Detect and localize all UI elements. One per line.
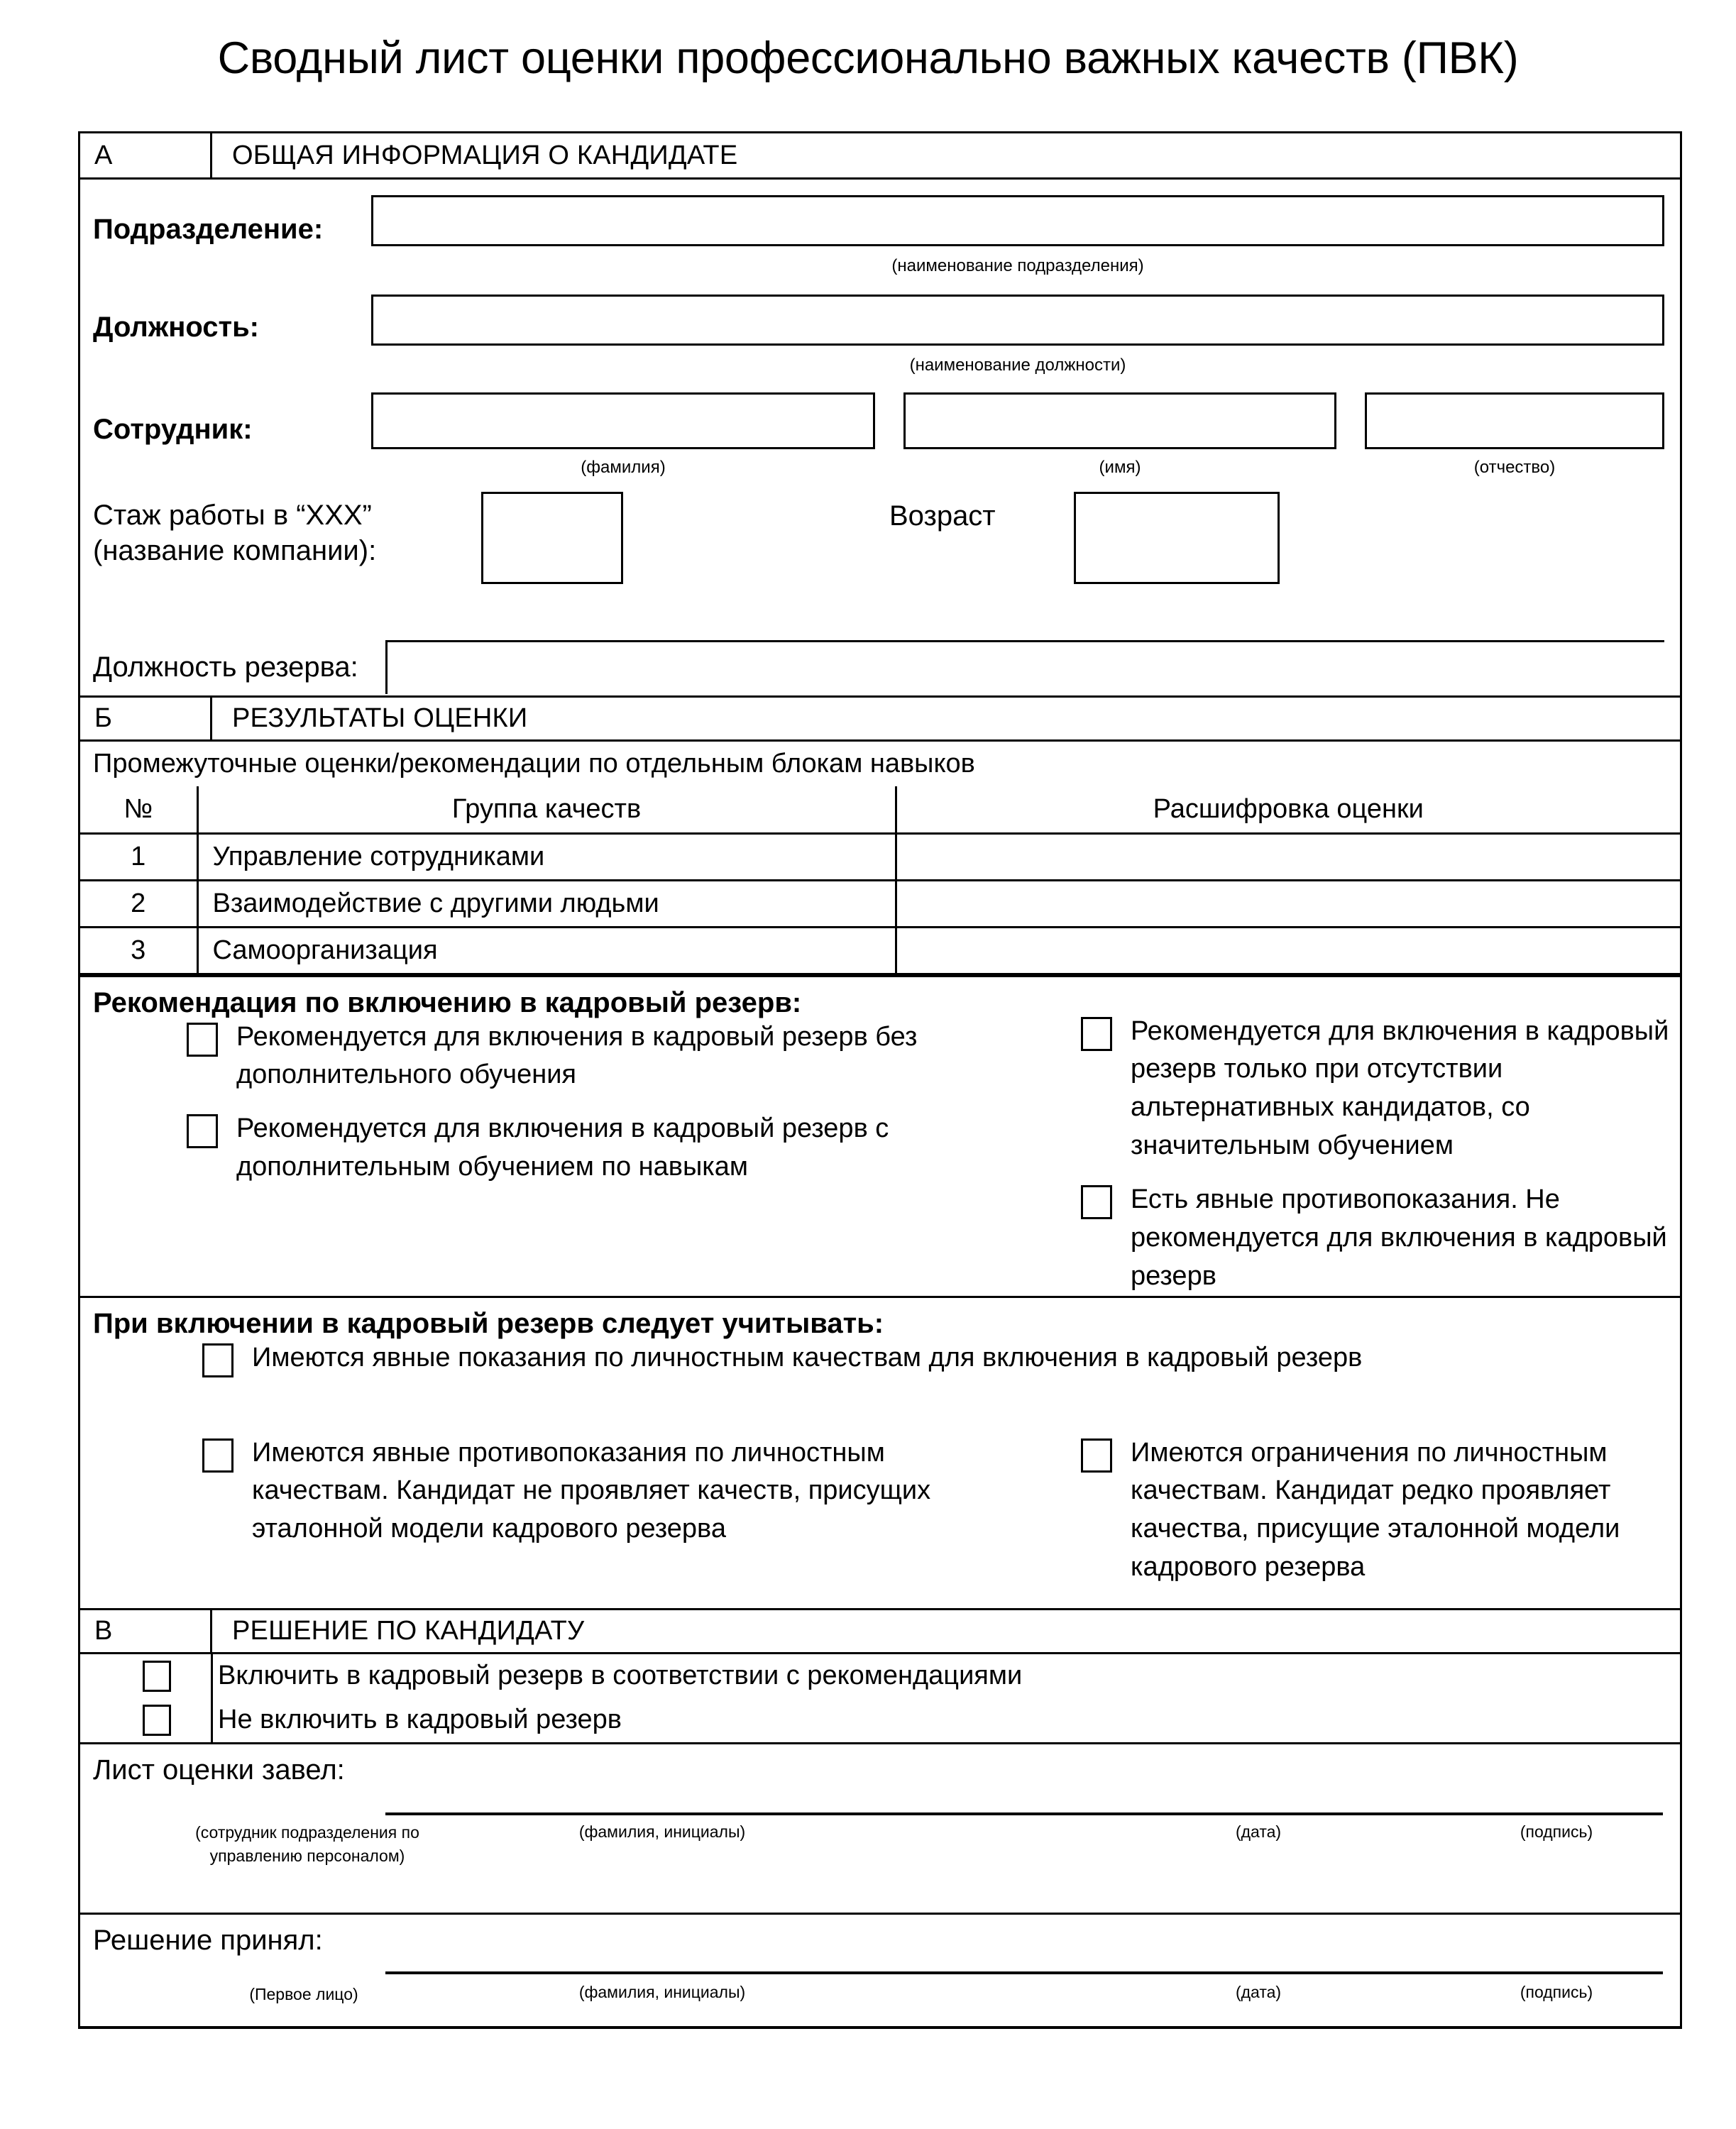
decision-option-label: Включить в кадровый резерв в соответствии с рекомендациями: [218, 1661, 1023, 1690]
section-v-letter: В: [80, 1610, 212, 1652]
checkbox-icon[interactable]: [202, 1438, 234, 1473]
recommendation-option-label: Рекомендуется для включения в кадровый резерв с дополнительным обучением по навыкам: [236, 1113, 889, 1182]
checkbox-icon[interactable]: [187, 1023, 218, 1057]
surname-hint: (фамилия): [581, 458, 666, 477]
created-by-role-hint: (сотрудник подразделения по управлению персоналом): [195, 1822, 419, 1865]
section-a-title: ОБЩАЯ ИНФОРМАЦИЯ О КАНДИДАТЕ: [232, 140, 738, 170]
decision-option[interactable]: [80, 1698, 1680, 1742]
checkbox-icon[interactable]: [1081, 1438, 1112, 1473]
recommendation-option[interactable]: [187, 1110, 989, 1187]
col-header-group: Группа качеств: [197, 786, 896, 833]
section-a-header: [80, 133, 1680, 177]
checkbox-icon[interactable]: [143, 1705, 171, 1736]
created-by-fio-hint: (фамилия, инициалы): [578, 1822, 746, 1841]
recommendation-option-label: Рекомендуется для включения в кадровый резерв только при отсутствии альтернативных кандидатов, со значительным обучением: [1131, 1016, 1669, 1161]
checkbox-icon[interactable]: [187, 1114, 218, 1148]
considerations-full-row: [202, 1339, 1664, 1377]
col-header-num: №: [80, 786, 197, 833]
age-input[interactable]: [1074, 492, 1280, 584]
section-a-letter: А: [80, 133, 212, 177]
considerations-block: [80, 1296, 1680, 1608]
checkbox-icon[interactable]: [143, 1661, 171, 1692]
recommendation-left-column: [187, 1018, 989, 1187]
recommendation-option-label: Рекомендуется для включения в кадровый резерв без дополнительного обучения: [236, 1021, 918, 1090]
considerations-option[interactable]: [202, 1339, 1664, 1377]
section-b-intro: [80, 739, 1680, 786]
firstname-hint: (имя): [1099, 458, 1141, 477]
patronymic-hint: (отчество): [1473, 458, 1556, 477]
row-value-input[interactable]: [896, 833, 1680, 880]
row-group: Самоорганизация: [197, 927, 896, 974]
department-label: Подразделение:: [93, 214, 324, 245]
position-input[interactable]: [371, 295, 1664, 346]
considerations-option[interactable]: [202, 1434, 990, 1549]
considerations-option-label: Имеются явные противопоказания по личностным качествам. Кандидат не проявляет качеств, присущих эталонной модели кадрового резерва: [252, 1437, 931, 1544]
created-by-label: Лист оценки завел:: [93, 1754, 345, 1786]
checkbox-icon[interactable]: [1081, 1017, 1112, 1051]
recommendation-option[interactable]: [1081, 1181, 1705, 1296]
signature-decided-by: [80, 1913, 1680, 2026]
created-by-date-hint: (дата): [1235, 1822, 1282, 1841]
recommendation-title: Рекомендация по включению в кадровый резерв:: [93, 986, 802, 1018]
recommendation-option[interactable]: [1081, 1013, 1705, 1166]
form-frame: [78, 131, 1682, 2029]
row-num: 2: [80, 880, 197, 927]
position-hint: (наименование должности): [909, 356, 1126, 375]
col-header-value: Расшифровка оценки: [896, 786, 1680, 833]
reserve-position-row: [80, 642, 1680, 695]
checkbox-icon[interactable]: [1081, 1185, 1112, 1219]
section-b-header: [80, 695, 1680, 739]
page-title: Сводный лист оценки профессионально важных качеств (ПВК): [217, 33, 1519, 83]
section-b-title: РЕЗУЛЬТАТЫ ОЦЕНКИ: [232, 703, 528, 733]
department-hint: (наименование подразделения): [891, 256, 1144, 275]
patronymic-input[interactable]: [1365, 392, 1664, 449]
row-value-input[interactable]: [896, 927, 1680, 974]
results-table: [80, 786, 1680, 975]
checkbox-icon[interactable]: [202, 1343, 234, 1377]
created-by-signature-line[interactable]: [385, 1812, 1663, 1815]
firstname-input[interactable]: [903, 392, 1336, 449]
section-a-body: [80, 177, 1680, 642]
created-by-sign-hint: (подпись): [1520, 1822, 1593, 1841]
employee-label: Сотрудник:: [93, 414, 253, 445]
department-input[interactable]: [371, 195, 1664, 246]
decision-option[interactable]: [80, 1654, 1680, 1698]
section-v-options: [80, 1652, 1680, 1742]
experience-input[interactable]: [481, 492, 623, 584]
position-label: Должность:: [93, 312, 260, 343]
decided-by-fio-hint: (фамилия, инициалы): [578, 1982, 746, 2001]
decided-by-signature-line[interactable]: [385, 1971, 1663, 1974]
table-header-row: [80, 786, 1680, 833]
row-num: 3: [80, 927, 197, 974]
section-b-intro-text: Промежуточные оценки/рекомендации по отдельным блокам навыков: [93, 749, 975, 779]
age-label: Возраст: [889, 500, 996, 532]
recommendation-block: [80, 975, 1680, 1296]
table-row: [80, 880, 1680, 927]
decision-divider: [211, 1654, 213, 1742]
section-v-title: РЕШЕНИЕ ПО КАНДИДАТУ: [232, 1615, 585, 1646]
considerations-option-label: Имеются явные показания по личностным качествам для включения в кадровый резерв: [252, 1342, 1363, 1372]
reserve-position-input[interactable]: [385, 640, 1664, 694]
row-num: 1: [80, 833, 197, 880]
row-group: Управление сотрудниками: [197, 833, 896, 880]
decided-by-role-hint: (Первое лицо): [249, 1984, 358, 2003]
decided-by-date-hint: (дата): [1235, 1982, 1282, 2001]
recommendation-right-column: [1081, 1013, 1705, 1297]
signature-created-by: [80, 1742, 1680, 1913]
considerations-left-column: [202, 1434, 990, 1549]
experience-label: Стаж работы в “ХХХ” (название компании):: [93, 500, 377, 566]
considerations-option[interactable]: [1081, 1434, 1705, 1588]
reserve-position-label: Должность резерва:: [93, 651, 358, 683]
recommendation-option-label: Есть явные противопоказания. Не рекомендуется для включения в кадровый резерв: [1131, 1184, 1667, 1292]
table-row: [80, 833, 1680, 880]
section-b-letter: Б: [80, 698, 212, 739]
table-row: [80, 927, 1680, 974]
considerations-option-label: Имеются ограничения по личностным качествам. Кандидат редко проявляет качества, присущие эталонной модели кадрового резерва: [1131, 1437, 1620, 1583]
section-v-header: [80, 1608, 1680, 1652]
surname-input[interactable]: [371, 392, 875, 449]
recommendation-option[interactable]: [187, 1018, 989, 1095]
decided-by-label: Решение принял:: [93, 1924, 323, 1956]
decision-option-label: Не включить в кадровый резерв: [218, 1705, 622, 1734]
row-group: Взаимодействие с другими людьми: [197, 880, 896, 927]
row-value-input[interactable]: [896, 880, 1680, 927]
considerations-title: При включении в кадровый резерв следует учитывать:: [93, 1307, 884, 1339]
considerations-right-column: [1081, 1434, 1705, 1588]
decided-by-sign-hint: (подпись): [1520, 1982, 1593, 2001]
